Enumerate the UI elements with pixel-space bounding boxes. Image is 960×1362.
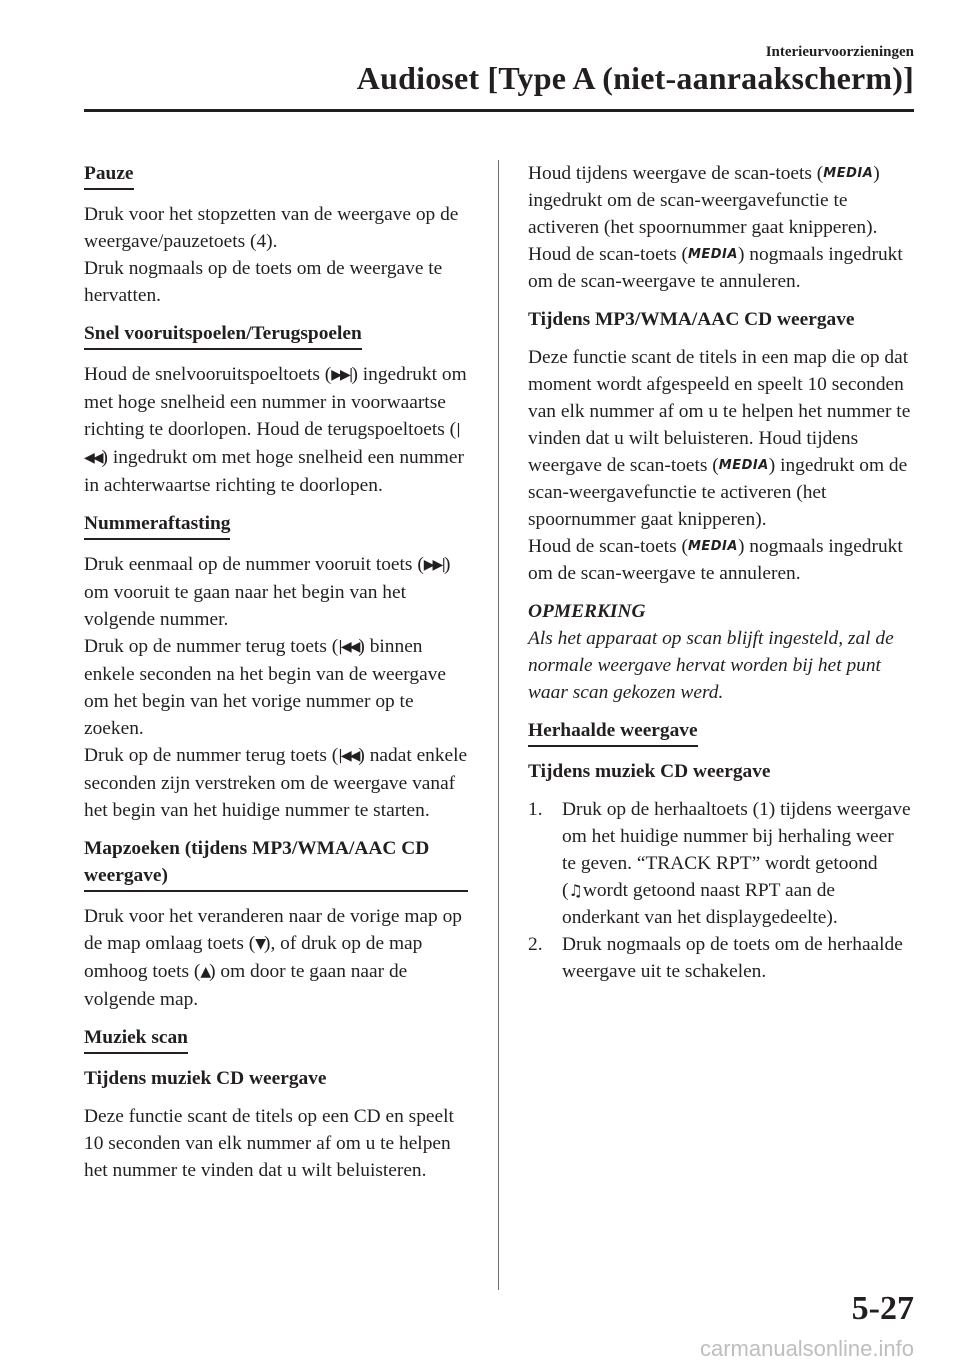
media-button-icon: MEDIA — [687, 539, 738, 554]
paragraph-snel: Houd de snelvooruitspoeltoets (▶▶|) ingedrukt om met hoge snelheid een nummer in voorwaartse richting te doorlopen. Houd de terugspoeltoets (|◀◀) ingedrukt om met hoge snelheid een nummer in achterwaartse richting te doorlopen. — [84, 364, 467, 496]
right-column — [528, 160, 912, 985]
paragraph-nummeraftasting: Druk eenmaal op de nummer vooruit toets (▶▶|) om vooruit te gaan naar het begin van het volgende nummer. Druk op de nummer terug toets (|◀◀) binnen enkele seconden na het begin van de weergave om het begin van het vorige nummer op te zoeken. Druk op de nummer terug toets (|◀◀) nadat enkele seconden zijn verstreken om de weergave vanaf het begin van het huidige nummer te starten. — [84, 554, 468, 821]
subheading-cd: Tijdens muziek CD weergave — [84, 1068, 327, 1089]
paragraph-mapzoeken: Druk voor het veranderen naar de vorige map op de map omlaag toets (▼), of druk op de map omhoog toets (▲) om door te gaan naar de volgende map. — [84, 906, 462, 1010]
page-title: Audioset [Type A (niet-aanraakscherm)] — [356, 60, 914, 96]
rewind-icon: |◀◀ — [84, 422, 459, 466]
section-title-mapzoeken: Mapzoeken (tijdens MP3/WMA/AAC CD weergave) — [84, 835, 468, 892]
header-rule — [84, 109, 914, 112]
column-divider — [498, 160, 499, 1290]
section-title-nummeraftasting: Nummeraftasting — [84, 510, 230, 540]
paragraph-pauze: Druk voor het stopzetten van de weergave op de weergave/pauzetoets (4). Druk nogmaals op de toets om de weergave te hervatten. — [84, 204, 459, 306]
page-number: 5-27 — [851, 1290, 914, 1327]
music-note-icon: ♫ — [568, 881, 583, 900]
section-title-herhaalde: Herhaalde weergave — [528, 717, 698, 747]
section-title-pauze: Pauze — [84, 160, 134, 190]
paragraph-scan: Deze functie scant de titels op een CD en speelt 10 seconden van elk nummer af om u te helpen het nummer te vinden dat u wilt beluisteren. — [84, 1106, 454, 1181]
track-back-icon: |◀◀ — [338, 639, 359, 655]
paragraph-scan-toets: Houd tijdens weergave de scan-toets (MEDIA) ingedrukt om de scan-weergavefunctie te activeren (het spoornummer gaat knipperen). Houd de scan-toets (MEDIA) nogmaals ingedrukt om de scan-weergave te annuleren. — [528, 160, 912, 295]
list-item: 2. Druk nogmaals op de toets om de herhaalde weergave uit te schakelen. — [528, 934, 903, 982]
subheading-mp3: Tijdens MP3/WMA/AAC CD weergave — [528, 309, 855, 330]
note-text: Als het apparaat op scan blijft ingesteld, zal de normale weergave hervat worden bij het punt waar scan gekozen werd. — [528, 628, 894, 703]
subheading-cd-repeat: Tijdens muziek CD weergave — [528, 761, 771, 782]
fast-forward-icon: ▶▶| — [331, 367, 352, 383]
folder-down-icon: ▼ — [255, 936, 265, 952]
folder-up-icon: ▲ — [200, 964, 210, 980]
header-section-label: Interieurvoorzieningen — [765, 44, 914, 60]
track-back-icon: |◀◀ — [338, 748, 359, 764]
section-title-scan: Muziek scan — [84, 1024, 188, 1054]
media-button-icon: MEDIA — [687, 247, 738, 262]
media-button-icon: MEDIA — [823, 166, 874, 181]
footer-watermark: carmanualsonline.info — [699, 1336, 914, 1361]
track-forward-icon: ▶▶| — [423, 557, 445, 573]
left-column — [84, 160, 468, 1195]
section-title-snel: Snel vooruitspoelen/Terugspoelen — [84, 320, 362, 350]
list-item: 1. Druk op de herhaaltoets (1) tijdens weergave om het huidige nummer bij herhaling weer te geven. “TRACK RPT” wordt getoond (♫wordt getoond naast RPT aan de onderkant van het displaygedeelte). — [528, 799, 911, 928]
steps-list — [528, 796, 912, 985]
note-heading: OPMERKING — [528, 601, 646, 622]
media-button-icon: MEDIA — [718, 458, 769, 473]
paragraph-mp3: Deze functie scant de titels in een map die op dat moment wordt afgespeeld en speelt 10 seconden van elk nummer af om u te helpen het nummer te vinden dat u wilt beluisteren. Houd tijdens weergave de scan-toets (MEDIA) ingedrukt om de scan-weergavefunctie te activeren (het spoornummer gaat knipperen). Houd de scan-toets (MEDIA) nogmaals ingedrukt om de scan-weergave te annuleren. — [528, 347, 911, 584]
